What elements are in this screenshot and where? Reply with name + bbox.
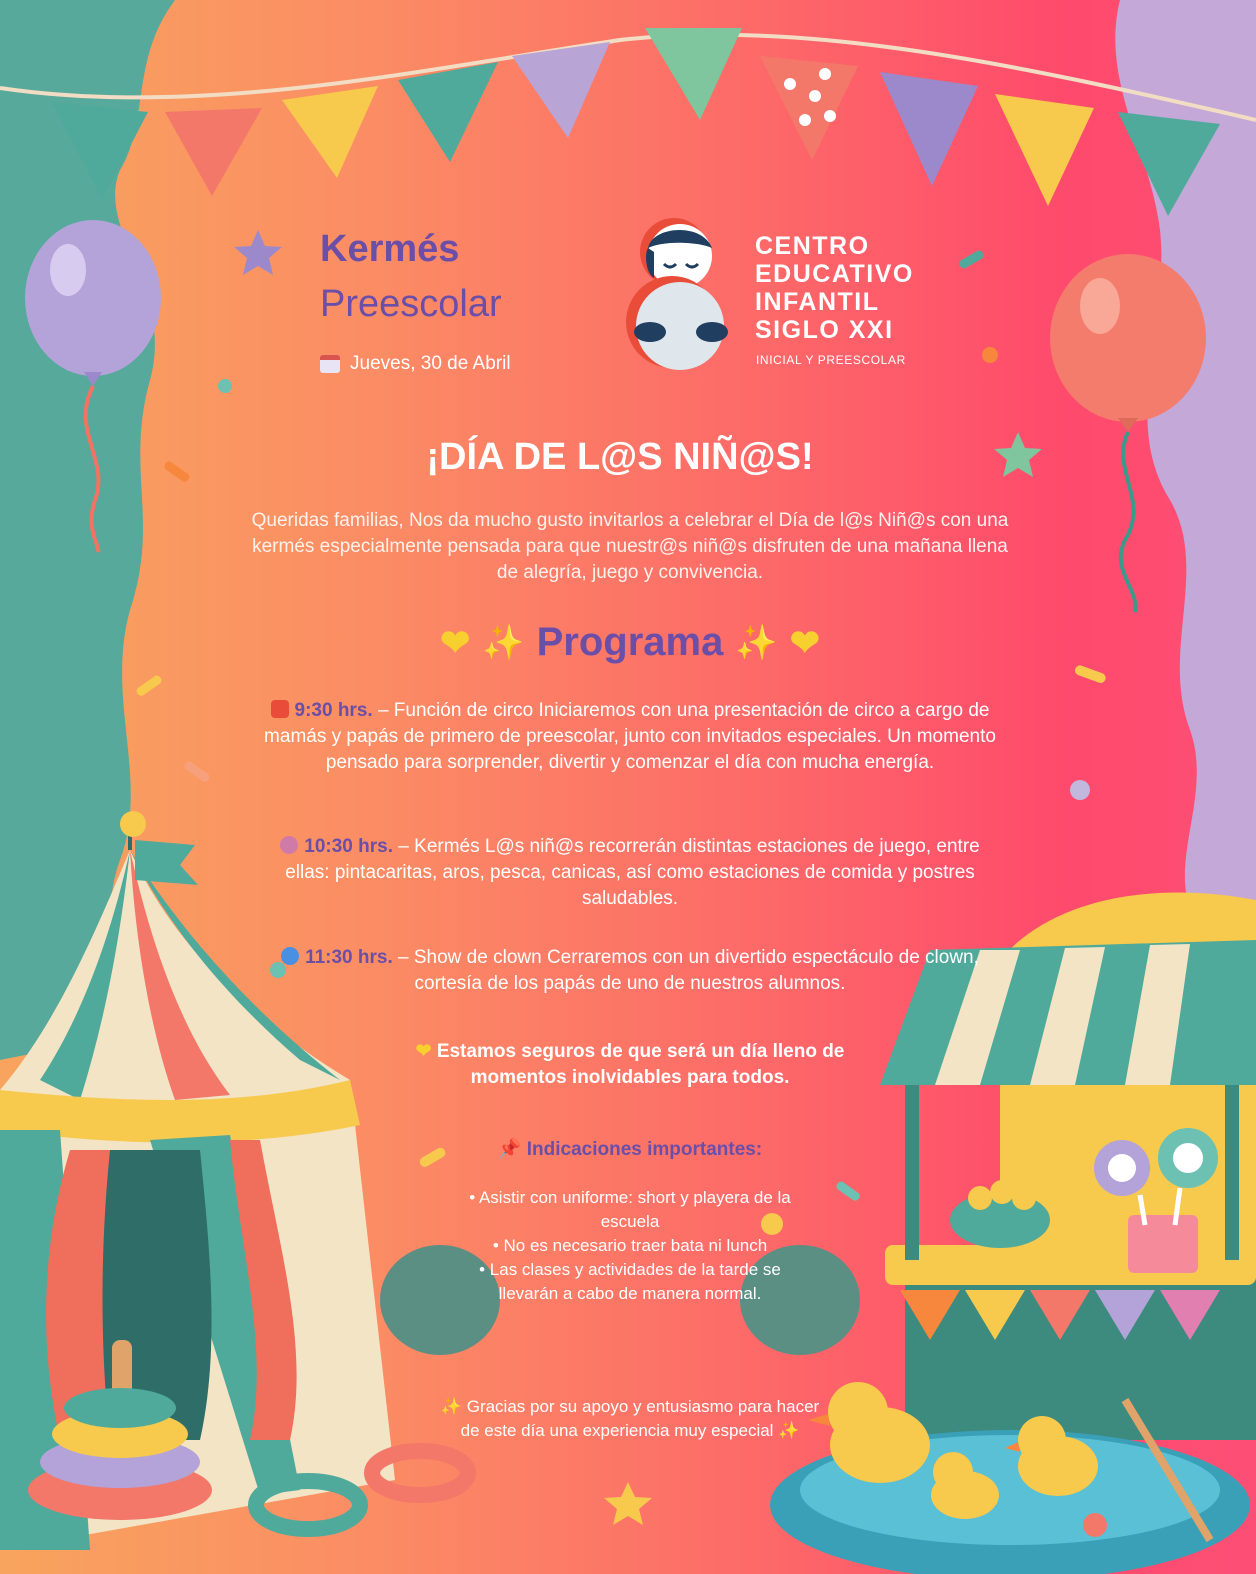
bunting-flag xyxy=(880,72,978,186)
program-heading-text: Programa xyxy=(536,620,724,664)
program-item-time: 9:30 hrs. xyxy=(294,700,373,721)
thanks-text: Gracias por su apoyo y entusiasmo para hacer de este día una experiencia muy especial xyxy=(460,1397,820,1440)
program-item-time: 10:30 hrs. xyxy=(304,836,394,857)
program-item-text: – Función de circo Iniciaremos con una presentación de circo a cargo de mamás y papás de primero de preescolar, junto con invitados especiales. Un momento pensado para sorprender, divertir y comenzar el día con mucha energía. xyxy=(264,700,996,773)
school-name xyxy=(755,232,914,344)
sparkles-icon: ✨ xyxy=(482,623,525,662)
pushpin-icon: 📌 xyxy=(497,1139,522,1160)
calendar-icon xyxy=(320,355,340,373)
clown-icon xyxy=(281,947,299,965)
sparkles-icon: ✨ xyxy=(778,1421,800,1440)
bunting-flag xyxy=(165,108,262,196)
bunting-flag xyxy=(645,28,742,120)
school-name-line: SIGLO XXI xyxy=(755,316,894,344)
note-item: • No es necesario traer bata ni lunch xyxy=(492,1236,768,1255)
sparkles-icon: ✨ xyxy=(440,1397,462,1416)
sparkles-icon: ✨ xyxy=(735,623,778,662)
ferris-wheel-icon xyxy=(280,836,298,854)
notes-list xyxy=(455,1186,805,1306)
thanks-message xyxy=(440,1395,820,1443)
school-tagline: INICIAL Y PREESCOLAR xyxy=(756,353,906,367)
ring-toy xyxy=(256,1481,360,1529)
closing-message xyxy=(380,1039,880,1091)
coral-balloon xyxy=(1050,254,1206,422)
program-heading xyxy=(330,620,930,665)
school-logo-icon xyxy=(612,214,752,374)
program-item-text: – Show de clown Cerraremos con un divertido espectáculo de clown, cortesía de los papás de uno de nuestros alumnos. xyxy=(392,947,979,994)
event-title: Kermés xyxy=(320,228,460,270)
program-item xyxy=(262,698,998,776)
heart-icon: ❤ xyxy=(789,621,820,663)
notes-title-text: Indicaciones importantes: xyxy=(526,1139,763,1160)
bunting-flag xyxy=(760,56,858,160)
event-date xyxy=(320,353,511,375)
program-item-time: 11:30 hrs. xyxy=(305,947,393,968)
program-item xyxy=(262,834,998,912)
bunting-flag xyxy=(995,94,1094,206)
closing-message-text: Estamos seguros de que será un día lleno de momentos inolvidables para todos. xyxy=(436,1041,845,1088)
purple-balloon xyxy=(25,220,161,376)
bunting-flag xyxy=(512,42,610,138)
star-shape xyxy=(994,432,1042,477)
bunting-flag xyxy=(282,86,378,178)
star-shape xyxy=(604,1482,652,1525)
event-date-text: Jueves, 30 de Abril xyxy=(350,353,511,374)
note-item: • Asistir con uniforme: short y playera de la escuela xyxy=(469,1188,791,1231)
notes-title xyxy=(400,1137,860,1161)
circus-tent-icon xyxy=(271,700,289,718)
intro-paragraph: Queridas familias, Nos da mucho gusto invitarlos a celebrar el Día de l@s Niñ@s con una kermés especialmente pensada para que nuestr@s niñ@s disfruten de una mañana llena de alegría, juego y convivencia. xyxy=(251,510,1009,583)
main-heading: ¡DÍA DE L@S NIÑ@S! xyxy=(426,436,814,478)
note-item: • Las clases y actividades de la tarde se llevarán a cabo de manera normal. xyxy=(479,1260,781,1303)
star-shape xyxy=(234,230,282,275)
bunting-flag xyxy=(398,62,498,162)
program-item xyxy=(262,945,998,997)
heart-icon: ❤ xyxy=(415,1041,432,1062)
heart-icon: ❤ xyxy=(440,621,471,663)
school-name-line: INFANTIL xyxy=(755,288,880,316)
school-name-line: EDUCATIVO xyxy=(755,260,914,288)
school-name-line: CENTRO xyxy=(755,232,870,260)
program-item-text: – Kermés L@s niñ@s recorrerán distintas estaciones de juego, entre ellas: pintacaritas, aros, pesca, canicas, así como estaciones de comida y postres saludables. xyxy=(285,836,980,909)
event-subtitle: Preescolar xyxy=(320,283,502,325)
